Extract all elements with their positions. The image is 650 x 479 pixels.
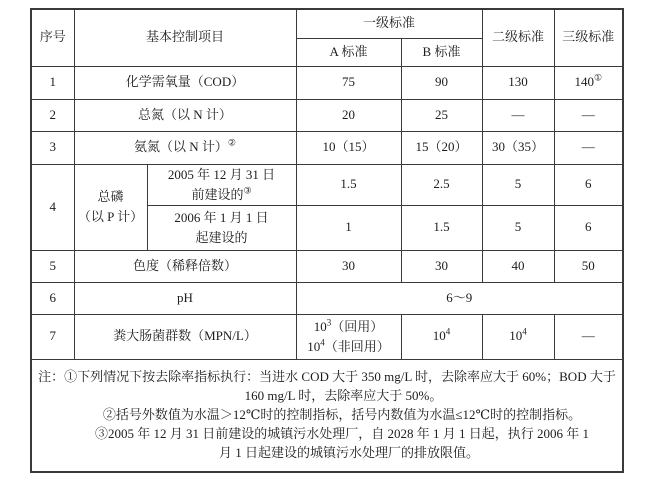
- cell-tn-a: 20: [296, 99, 401, 131]
- header-level1: [296, 9, 482, 38]
- table-row-fecal: [31, 314, 623, 359]
- cell-fecal-item: 粪大肠菌群数（MPN/L）: [74, 314, 296, 359]
- header-standard-a: [296, 38, 401, 66]
- table-row-tn: [31, 99, 623, 131]
- footnote-ref-2: ②: [227, 137, 236, 148]
- standards-table: [30, 8, 624, 473]
- table-row-chroma: [31, 250, 623, 282]
- cell-tp-post2006-a: 1: [296, 205, 401, 250]
- cell-cod-item: 化学需氧量（COD）: [74, 66, 296, 99]
- header-level3-label: 三级标准: [562, 29, 615, 45]
- header-level2: [482, 9, 554, 66]
- cell-tn-l2: —: [482, 99, 554, 131]
- header-index: [31, 9, 74, 66]
- header-standard-b: [401, 38, 482, 66]
- cell-tp-post2006-l3: 6: [554, 205, 623, 250]
- cell-nh3-b: 15（20）: [401, 131, 482, 164]
- cell-tp-pre2006-a: 1.5: [296, 164, 401, 205]
- cell-tn-no: 2: [31, 99, 74, 131]
- cell-nh3-no: 3: [31, 131, 74, 164]
- cell-chroma-no: 5: [31, 250, 74, 282]
- cell-fecal-l2: $10^4$: [482, 314, 554, 359]
- cell-tp-pre2006-l2: 5: [482, 164, 554, 205]
- table-row-cod: [31, 66, 623, 99]
- cell-nh3-a: 10（15）: [296, 131, 401, 164]
- header-item: [74, 9, 296, 66]
- cell-chroma-a: 30: [296, 250, 401, 282]
- cell-tp-pre2006-label: 2005 年 12 月 31 日 前建设的③: [147, 164, 296, 205]
- cell-ph-value: 6～9: [296, 282, 623, 314]
- table-row-tp-pre2006: [31, 164, 623, 205]
- header-level1-label: 一级标准: [362, 15, 415, 31]
- header-item-label: 基本控制项目: [145, 29, 224, 45]
- cell-tp-pre2006-b: 2.5: [401, 164, 482, 205]
- cell-cod-l3: 140①: [554, 66, 623, 99]
- table-row-notes: [31, 359, 623, 472]
- cell-fecal-no: 7: [31, 314, 74, 359]
- table-row-ph: [31, 282, 623, 314]
- header-standard-a-label: A 标准: [329, 43, 368, 59]
- cell-tn-l3: —: [554, 99, 623, 131]
- cell-chroma-l2: 40: [482, 250, 554, 282]
- cell-chroma-b: 30: [401, 250, 482, 282]
- note-line-4: ③2005 年 12 月 31 日前建设的城镇污水处理厂，自 2028 年 1 月 1 日起，执行 2006 年 1: [94, 425, 589, 441]
- cell-ph-item: pH: [74, 282, 296, 314]
- cell-chroma-item: 色度（稀释倍数）: [74, 250, 296, 282]
- cell-nh3-l3: —: [554, 131, 623, 164]
- table-row-nh3: [31, 131, 623, 164]
- cell-tp-pre2006-l3: 6: [554, 164, 623, 205]
- cell-nh3-l2: 30（35）: [482, 131, 554, 164]
- cell-tn-b: 25: [401, 99, 482, 131]
- header-standard-b-label: B 标准: [422, 43, 461, 59]
- header-level2-label: 二级标准: [491, 29, 544, 45]
- cell-ph-no: 6: [31, 282, 74, 314]
- footnote-ref-3: ③: [243, 185, 252, 196]
- header-index-label: 序号: [39, 29, 66, 45]
- header-level3: [554, 9, 623, 66]
- cell-tp-post2006-l2: 5: [482, 205, 554, 250]
- cell-cod-b: 90: [401, 66, 482, 99]
- note-line-2: 160 mg/L 时，去除率应大于 50%。: [244, 387, 443, 403]
- cell-tp-no: 4: [31, 164, 74, 250]
- cell-chroma-l3: 50: [554, 250, 623, 282]
- cell-cod-a: 75: [296, 66, 401, 99]
- note-line-1: 注：①下列情况下按去除率指标执行：当进水 COD 大于 350 mg/L 时，去除率应大于 60%；BOD 大于: [38, 369, 616, 385]
- cell-cod-l2: 130: [482, 66, 554, 99]
- cell-nh3-item: 氨氮（以 N 计）②: [74, 131, 296, 164]
- note-line-5: 月 1 日起建设的城镇污水处理厂的排放限值。: [218, 444, 479, 460]
- cell-cod-no: 1: [31, 66, 74, 99]
- cell-tp-post2006-label: 2006 年 1 月 1 日 起建设的: [147, 205, 296, 250]
- footnote-ref-1: ①: [593, 72, 603, 83]
- cell-fecal-b: $10^4$: [401, 314, 482, 359]
- note-line-3: ②括号外数值为水温＞12℃时的控制指标，括号内数值为水温≤12℃时的控制指标。: [102, 406, 582, 422]
- cell-fecal-a: $10^3$（回用） $10^4$（非回用）: [296, 314, 401, 359]
- cell-fecal-l3: —: [554, 314, 623, 359]
- cell-tp-group: 总磷 （以 P 计）: [74, 164, 147, 250]
- cell-tp-post2006-b: 1.5: [401, 205, 482, 250]
- cell-tn-item: 总氮（以 N 计）: [74, 99, 296, 131]
- notes-cell: [31, 359, 623, 472]
